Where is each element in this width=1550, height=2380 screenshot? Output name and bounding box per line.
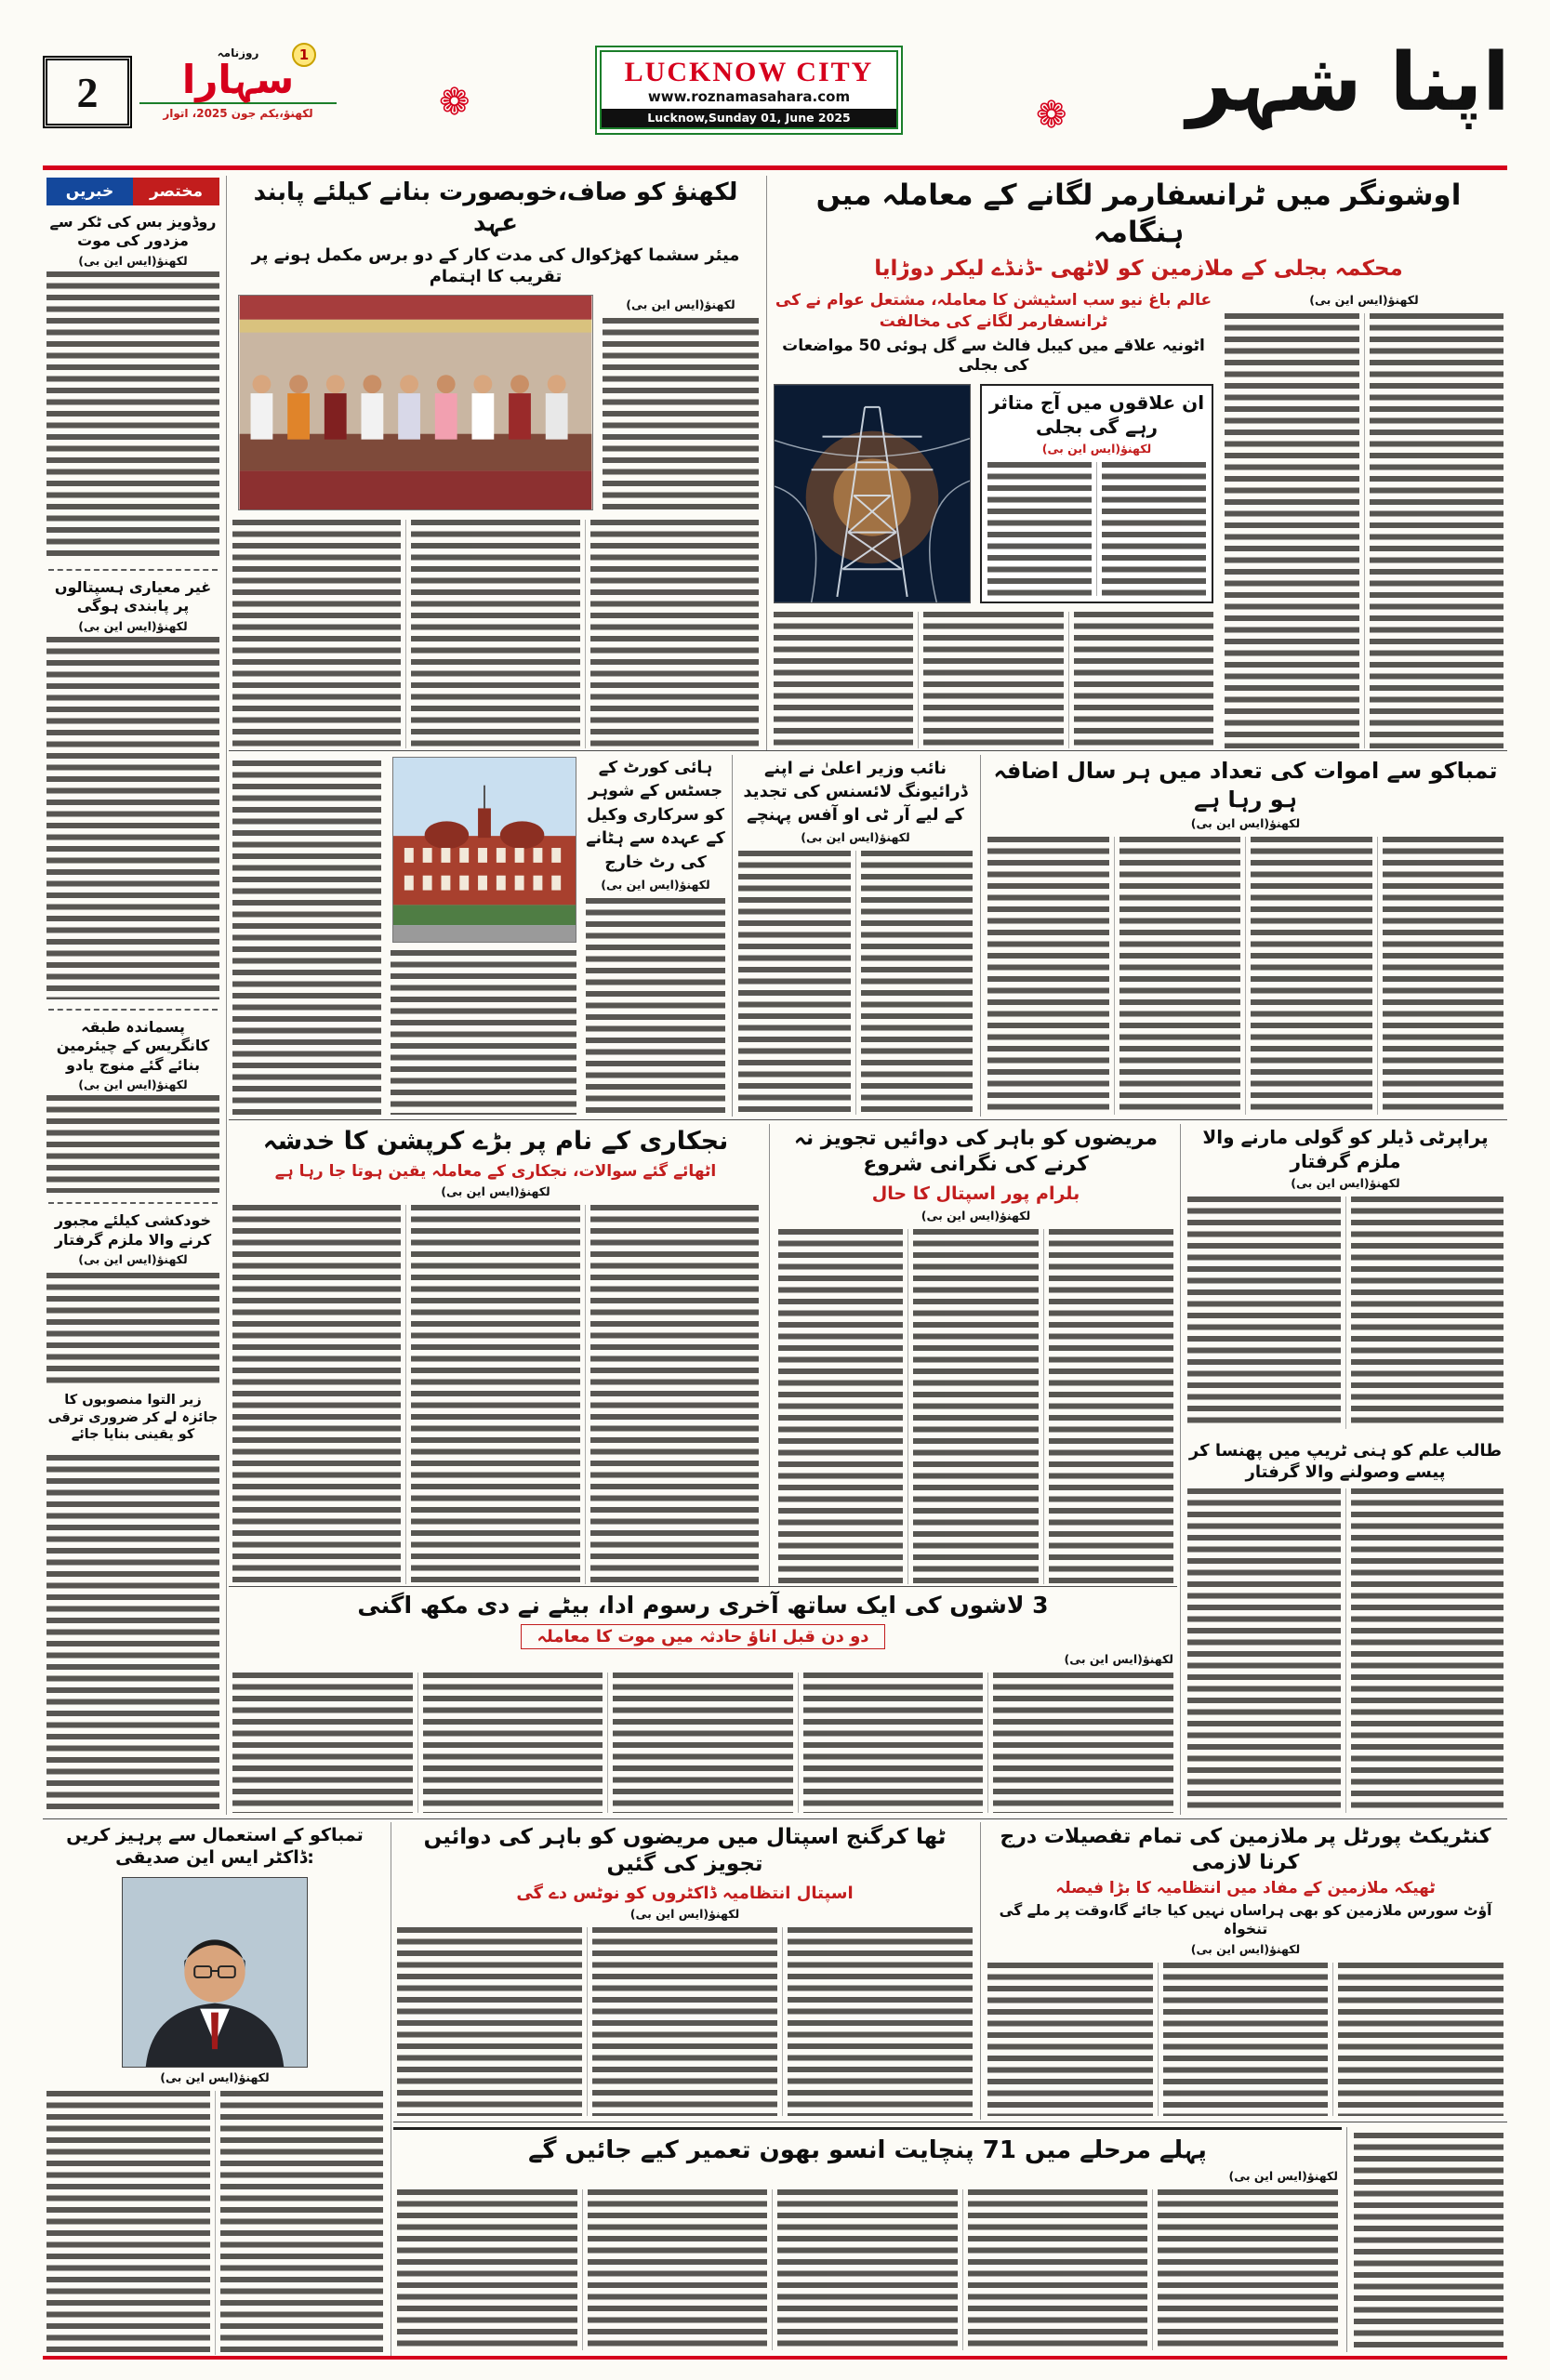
body-text [778, 1229, 1173, 1584]
column-rule [766, 176, 767, 750]
article-mayor-ceremony [229, 176, 762, 750]
flower-ornament-icon: ❁ [439, 81, 470, 124]
body-text [46, 271, 219, 560]
column-rule [980, 755, 981, 1117]
body-text-column [232, 520, 401, 748]
brief-item [46, 578, 219, 1018]
body-text-column [777, 2189, 958, 2350]
byline: لکھنؤ(ایس این بی) [1041, 442, 1152, 456]
body-text-column [1158, 2189, 1338, 2350]
brief-headline: غیر معیاری ہسپتالوں پر پابندی ہوگی [54, 577, 212, 615]
article-headline: اوشونگر میں ٹرانسفارمر لگانے کے معاملہ میں ہنگامہ [815, 178, 1462, 249]
article-contract-portal [984, 1822, 1507, 2118]
body-text-column [1338, 1963, 1504, 2116]
article-headline-honeytrap: طالب علم کو ہنی ٹریپ میں پھنسا کر پیسے وصولنے والا گرفتار [1188, 1441, 1503, 1483]
body-text-column [1225, 313, 1359, 748]
body-text-column [423, 1673, 603, 1813]
body-text-column [1102, 462, 1206, 596]
power-outage-box [980, 384, 1213, 603]
body-text-column [220, 2091, 384, 2355]
brief-headline: خودکشی کیلئے مجبور کرنے والا ملزم گرفتار [54, 1211, 212, 1249]
body-text-column [987, 837, 1109, 1115]
byline: لکھنؤ(ایس این بی) [160, 2069, 270, 2084]
article-headline: ہائی کورٹ کے جسٹس کے شوہر کو سرکاری وکیل کے عہدہ سے ہٹانے کی رٹ خارج [586, 759, 725, 872]
article-lastrites-unnao [229, 1589, 1177, 1815]
logo-number-badge: 1 [292, 43, 316, 67]
body-text-column [913, 1229, 1038, 1584]
body-text-column [586, 898, 725, 1115]
article-headline: تمباکو کے استعمال سے پرہیز کریں :ڈاکٹر ایس این صدیقی [66, 1825, 364, 1869]
byline: لکھنؤ(ایس این بی) [1064, 1652, 1173, 1666]
article-privatization-corruption [229, 1124, 762, 1586]
masthead-website: www.roznamasahara.com [647, 88, 851, 105]
body-text [586, 898, 725, 1115]
masthead-box [595, 46, 903, 135]
brief-item [46, 1018, 219, 1211]
masthead-dateline: Lucknow,Sunday 01, June 2025 [602, 109, 896, 127]
body-text [46, 1273, 219, 1384]
body-text-column [603, 318, 759, 510]
byline: لکھنؤ(ایس این بی) [1190, 816, 1301, 831]
body-text-column [1251, 837, 1372, 1115]
briefs-title-first: مختصر [133, 178, 219, 205]
body-text [46, 1455, 219, 1813]
logo-top-text: روزنامہ [217, 46, 259, 60]
article-highcourt-writ [229, 755, 729, 1117]
body-text-column [232, 760, 381, 1115]
body-text-column [1163, 1963, 1329, 2116]
dashed-divider [48, 1009, 218, 1011]
logo-dateline: لکھنؤ،یکم جون 2025، اتوار [139, 102, 337, 120]
byline: لکھنؤ(ایس این بی) [78, 1078, 188, 1092]
body-text-column [968, 2189, 1148, 2350]
article-subhead-secondary: آؤٹ سورس ملازمین کو بھی ہراساں نہیں کیا جائے گا،وقت پر ملے گی تنخواہ [999, 1902, 1492, 1937]
body-text-column [592, 1927, 777, 2116]
byline: لکھنؤ(ایس این بی) [629, 1906, 740, 1921]
body-text [1225, 313, 1504, 748]
brief-item [46, 1211, 219, 1813]
body-text [232, 760, 381, 1115]
byline: لکھنؤ(ایس این بی) [78, 618, 188, 633]
article-headline: پہلے مرحلے میں 71 پنچایت انسو بھون تعمیر کیے جائیں گے [528, 2136, 1207, 2164]
body-text [603, 318, 759, 510]
article-contract-portal-continuation [1350, 2127, 1507, 2352]
briefs-column [43, 176, 223, 1815]
body-text [987, 1963, 1504, 2116]
masthead-city: LUCKNOW CITY [624, 57, 874, 87]
body-text-column [232, 1205, 401, 1584]
article-headline: 3 لاشوں کی ایک ساتھ آخری رسوم ادا، بیٹے نے دی مکھ اگنی [357, 1592, 1049, 1619]
article-hospital-monitoring [775, 1124, 1177, 1586]
high-court-building-photo [392, 757, 576, 943]
body-text-column [1187, 1197, 1341, 1429]
column-rule [769, 1124, 770, 1586]
body-text-column [613, 1673, 793, 1813]
body-text-column [46, 637, 219, 999]
article-subhead: بلرام پور اسپتال کا حال [871, 1183, 1080, 1205]
body-text-column [788, 1927, 973, 2116]
body-text [232, 1673, 1173, 1813]
logo-name: سہارا [181, 57, 295, 102]
byline: لکھنؤ(ایس این بی) [1190, 1941, 1301, 1956]
byline: لکھنؤ(ایس این بی) [1228, 2169, 1338, 2184]
body-text [1187, 1488, 1504, 1813]
article-headline: لکھنؤ کو صاف،خوبصورت بنانے کیلئے پابند عہد [253, 178, 738, 238]
body-text-column [1119, 837, 1241, 1115]
body-text-column [987, 462, 1092, 596]
briefs-title [46, 178, 219, 205]
body-text [46, 1095, 219, 1193]
body-text-column [778, 1229, 903, 1584]
article-headline: نجکاری کے نام پر بڑے کرپشن کا خدشہ [262, 1127, 729, 1156]
body-text-column [411, 520, 579, 748]
article-kicker: دو دن قبل اناؤ حادثہ میں موت کا معاملہ [521, 1624, 884, 1649]
body-text-column [46, 1455, 219, 1813]
article-subhead: میئر سشما کھڑکوال کی مدت کار کے دو برس مکمل ہونے پر تقریب کا اہتمام [251, 245, 740, 286]
section-rule [43, 1818, 1507, 1819]
body-text [738, 851, 973, 1115]
body-text-column [1187, 1488, 1341, 1813]
article-headline: کنٹریکٹ پورٹل پر ملازمین کی تمام تفصیلات درج کرنا لازمی [1000, 1825, 1491, 1875]
body-text-column [1354, 2133, 1504, 2350]
body-text-column [861, 851, 974, 1115]
section-rule [229, 750, 1507, 751]
ceremony-photo [238, 295, 593, 510]
newspaper-logo [139, 46, 337, 138]
body-text-column [993, 1673, 1173, 1813]
body-text-column [391, 950, 576, 1115]
body-text [1354, 2133, 1504, 2350]
dashed-divider [48, 569, 218, 571]
body-text [397, 2189, 1338, 2350]
body-text-column [590, 1205, 759, 1584]
body-text-column [46, 2091, 210, 2355]
body-text-column [1383, 837, 1504, 1115]
article-panchayat-bhavan [393, 2127, 1342, 2352]
byline: لکھنؤ(ایس این بی) [626, 297, 735, 311]
byline: لکھنؤ(ایس این بی) [1291, 1176, 1400, 1191]
header-rule [43, 165, 1507, 170]
brief-item [46, 213, 219, 578]
body-text-column [738, 851, 851, 1115]
article-subhead-secondary: عالم باغ نیو سب اسٹیشن کا معاملہ، مشتعل عوام نے کی ٹرانسفارمر لگانے کی مخالفت [775, 290, 1212, 331]
section-title: اپنا شہر [1186, 36, 1510, 129]
section-rule [229, 1119, 1507, 1120]
byline: لکھنؤ(ایس این بی) [1309, 292, 1419, 307]
body-text-column [923, 612, 1063, 748]
byline: لکھنؤ(ایس این بی) [78, 253, 188, 268]
byline: لکھنؤ(ایس این بی) [601, 877, 710, 892]
page-number: 2 [76, 68, 99, 116]
electricity-pylon-photo [774, 384, 971, 603]
article-subhead: اٹھائے گئے سوالات، نجکاری کے معاملہ یقین ہوتا جا رہا ہے [274, 1161, 717, 1181]
column-rule [226, 176, 227, 1815]
body-text-column [803, 1673, 984, 1813]
body-text [774, 612, 1213, 748]
column-rule [1346, 2127, 1347, 2352]
power-outage-title: ان علاقوں میں آج متاثر رہے گی بجلی [988, 391, 1205, 438]
doctor-portrait-photo [122, 1877, 308, 2068]
body-text [1187, 1197, 1504, 1429]
article-headline: تمباکو سے اموات کی تعداد میں ہر سال اضافہ ہو رہا ہے [993, 758, 1498, 813]
article-headline: ٹھا کرگنج اسپتال میں مریضوں کو باہر کی دوائیں تجویز کی گئیں [423, 1825, 947, 1877]
brief-headline: پسماندہ طبقہ کانگریس کے چیئرمین بنائے گئے منوج یادو [56, 1017, 210, 1074]
body-text-column [987, 1963, 1153, 2116]
page-number-box [43, 56, 132, 128]
body-text-column [1370, 313, 1504, 748]
article-doctor-tobacco-advice [43, 1822, 387, 2357]
body-text-column [1351, 1488, 1504, 1813]
byline: لکھنؤ(ایس این بی) [78, 1252, 188, 1267]
dashed-divider [48, 1202, 218, 1204]
body-text-column [411, 1205, 579, 1584]
body-text-column [46, 1273, 219, 1384]
body-text-column [774, 612, 913, 748]
body-text-column [397, 1927, 582, 2116]
column-rule [732, 755, 733, 1117]
briefs-title-second: خبریں [46, 178, 133, 205]
body-text-column [1351, 1197, 1504, 1429]
body-text [397, 1927, 973, 2116]
body-text-column [232, 1673, 413, 1813]
byline: لکھنؤ(ایس این بی) [801, 829, 910, 844]
article-tobacco-deaths [984, 755, 1507, 1117]
body-text-column [46, 271, 219, 560]
body-text-column [588, 2189, 768, 2350]
article-property-dealer [1184, 1124, 1507, 1815]
body-text [232, 520, 759, 748]
article-subhead-tertiary: اٹونیہ علاقے میں کیبل فالٹ سے گل ہوئی 50 مواضعات کی بجلی [782, 336, 1205, 376]
byline: لکھنؤ(ایس این بی) [921, 1208, 1031, 1223]
article-subhead: اسپتال انتظامیہ ڈاکٹروں کو نوٹس دے گی [516, 1883, 854, 1903]
article-thakurganj-hospital [393, 1822, 976, 2118]
body-text-column [1049, 1229, 1173, 1584]
body-text [232, 1205, 759, 1584]
body-text [46, 2091, 383, 2355]
body-text [391, 950, 576, 1115]
article-headline: پراپرٹی ڈیلر کو گولی مارنے والا ملزم گرفتار [1202, 1126, 1489, 1172]
article-headline: مریضوں کو باہر کی دوائیں تجویز نہ کرنے کی نگرانی شروع [793, 1127, 1159, 1177]
article-rto-license [735, 755, 976, 1117]
body-text-column [397, 2189, 577, 2350]
body-text [987, 837, 1504, 1115]
column-rule [1180, 1124, 1181, 1815]
column-rule [980, 1822, 981, 2120]
article-subhead: محکمہ بجلی کے ملازمین کو لاٹھی -ڈنڈے لیکر دوڑایا [874, 257, 1403, 282]
article-subhead: ٹھیکہ ملازمین کے مفاد میں انتظامیہ کا بڑا فیصلہ [1055, 1879, 1436, 1898]
body-text [987, 462, 1206, 596]
body-text-column [1074, 612, 1213, 748]
article-transformer-protest [770, 176, 1507, 750]
brief-pull-quote: زیر التوا منصوبوں کا جائزہ لے کر ضروری ترقی کو یقینی بنایا جائے [47, 1393, 219, 1443]
body-text-column [590, 520, 759, 748]
body-text-column [46, 1095, 219, 1193]
section-rule [229, 1586, 1177, 1587]
byline: لکھنؤ(ایس این بی) [441, 1184, 550, 1199]
article-headline: نائب وزیر اعلیٰ نے اپنے ڈرائیونگ لائسنس کی تجدید کے لیے آر ٹی او آفس پہنچے [743, 759, 968, 826]
flower-ornament-icon: ❁ [1036, 94, 1067, 137]
brief-headline: روڈویز بس کی ٹکر سے مزدور کی موت [49, 213, 217, 250]
body-text [46, 637, 219, 999]
